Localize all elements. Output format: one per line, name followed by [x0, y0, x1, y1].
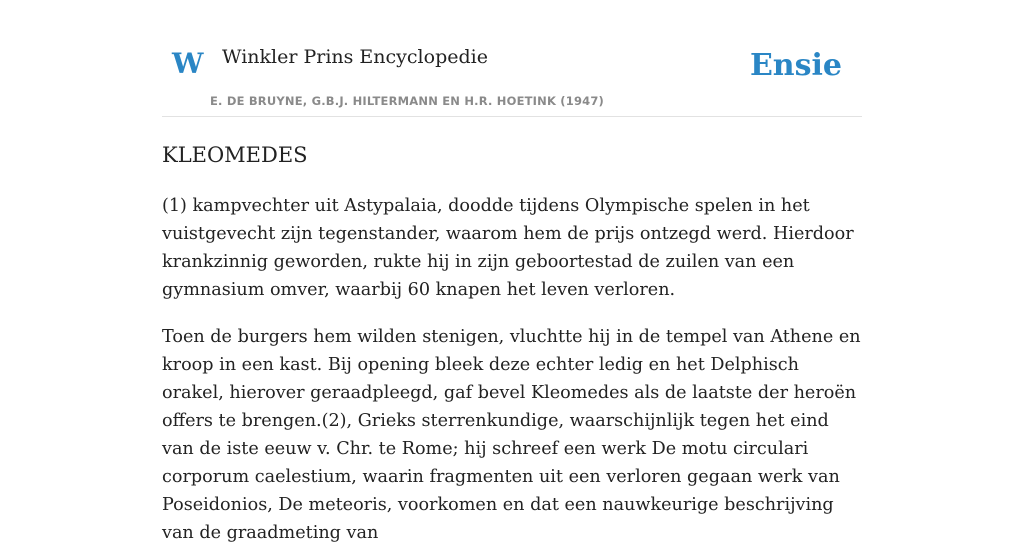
site-logo[interactable]: W	[172, 47, 204, 80]
entry-title: KLEOMEDES	[162, 143, 308, 167]
entry-content	[162, 140, 862, 547]
entry-paragraph: (1) kampvechter uit Astypalaia, doodde tijdens Olympische spelen in het vuistgevecht zijn tegenstander, waarom hem de prijs ontzegd werd. Hierdoor krankzinnig geworden, rukte hij in zijn geboortestad de zuilen van een gymnasium omver, waarbij 60 knapen het leven verloren.	[162, 196, 854, 300]
site-header	[162, 0, 862, 117]
brand-logo[interactable]: Ensie	[749, 48, 842, 83]
entry-paragraph: Toen de burgers hem wilden stenigen, vluchtte hij in de tempel van Athene en kroop in een kast. Bij opening bleek deze echter ledig en het Delphisch orakel, hierover geraadpleegd, gaf bevel Kleomedes als de laatste der heroën offers te brengen.(2), Grieks sterrenkundige, waarschijnlijk tegen het eind van de iste eeuw v. Chr. te Rome; hij schreef een werk De motu circulari corporum caelestium, waarin fragmenten uit een verloren gegaan werk van Poseidonios, De meteoris, voorkomen en dat een nauwkeurige beschrijving van de graadmeting van	[162, 327, 861, 543]
site-title[interactable]: Winkler Prins Encyclopedie	[222, 46, 488, 68]
byline: E. DE BRUYNE, G.B.J. HILTERMANN EN H.R. HOETINK (1947)	[210, 94, 605, 108]
